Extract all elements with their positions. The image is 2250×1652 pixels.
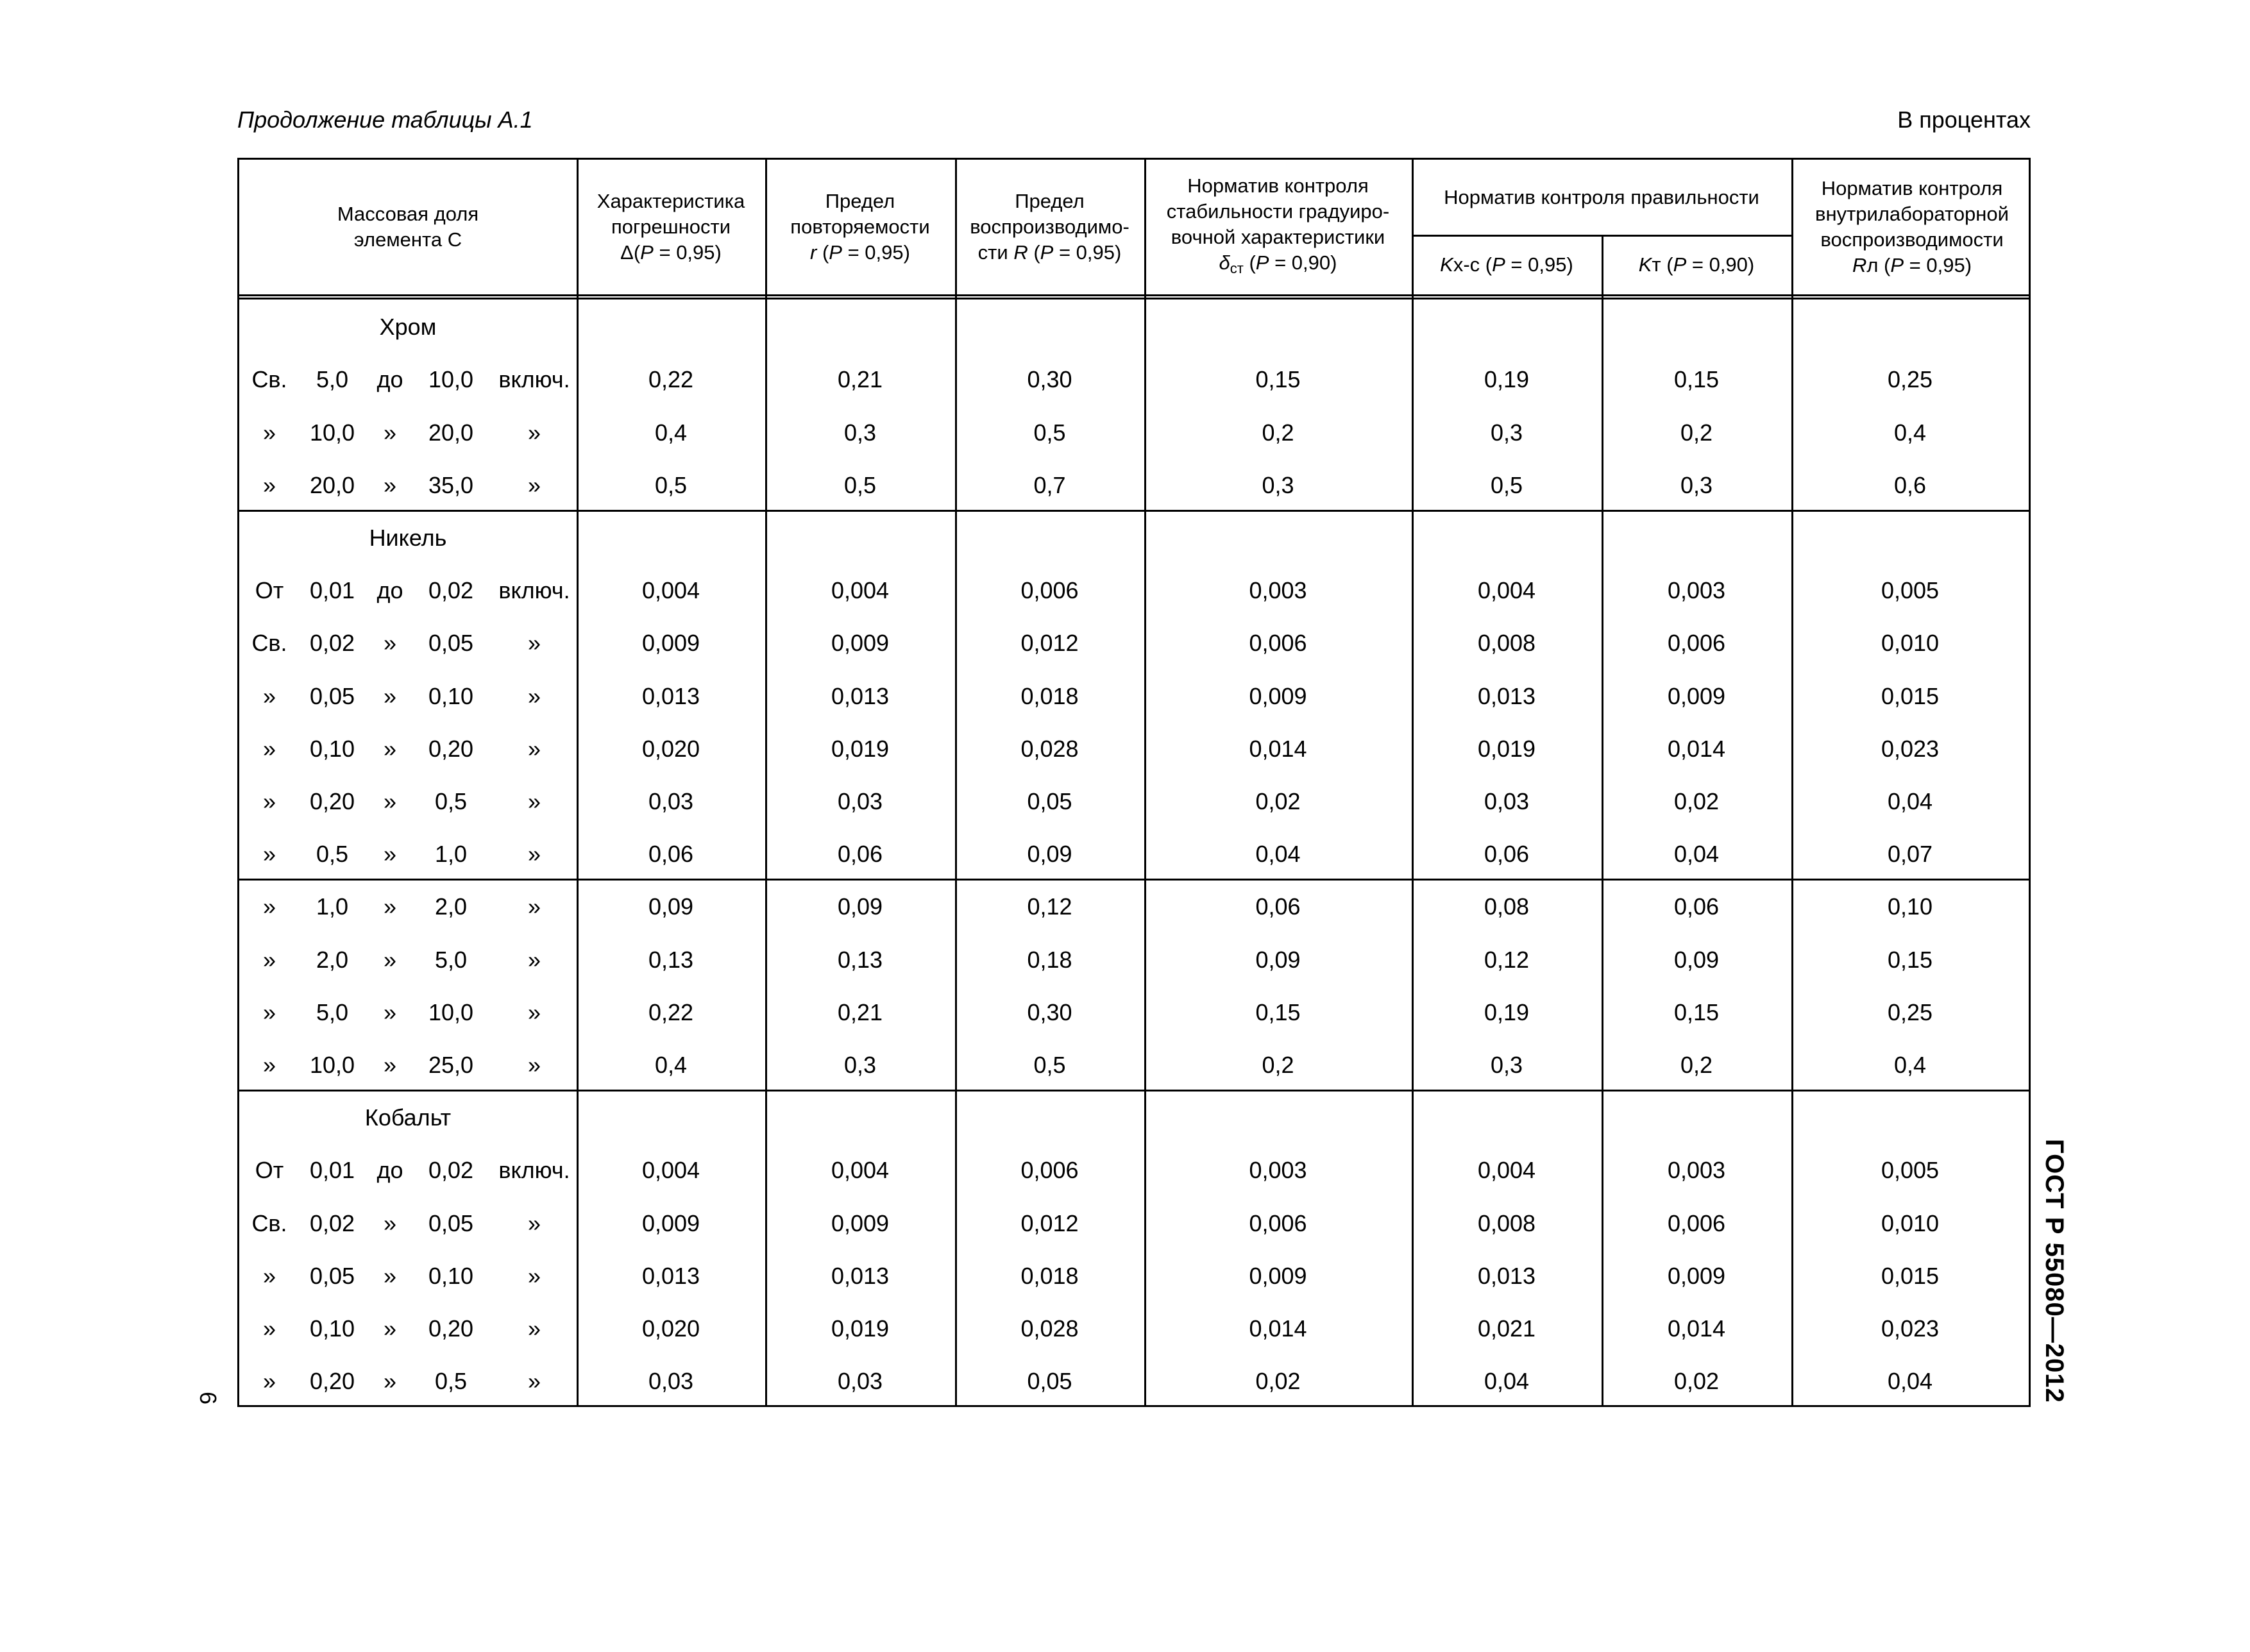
mass-range-part: »: [262, 946, 276, 973]
table-value: 0,014: [1667, 1315, 1726, 1342]
mass-range-part: 0,05: [309, 682, 355, 709]
header-line: r (P = 0,95): [810, 241, 910, 264]
mass-range-part: »: [383, 630, 397, 657]
mass-range-part: »: [262, 1368, 276, 1395]
header-mass-fraction: [239, 160, 577, 294]
table-value: 0,09: [837, 893, 883, 920]
table-value: 0,4: [1893, 1051, 1927, 1078]
mass-range-part: »: [383, 1315, 397, 1342]
mass-range-part: до: [376, 366, 403, 393]
mass-range-part: 5,0: [316, 999, 349, 1025]
mass-range-part: 2,0: [434, 893, 468, 920]
table-value: 0,04: [1887, 788, 1933, 814]
table-value: 0,004: [641, 577, 700, 604]
table-value: 0,004: [1477, 577, 1536, 604]
table-value: 0,06: [1673, 893, 1720, 920]
mass-range-part: »: [383, 471, 397, 498]
mass-range-part: »: [527, 419, 541, 446]
mass-range-part: 0,02: [428, 1157, 474, 1184]
mass-range-part: »: [262, 1315, 276, 1342]
table-value: 0,010: [1881, 1210, 1940, 1236]
table-value: 0,009: [1249, 682, 1307, 709]
mass-range-part: 0,02: [309, 1210, 355, 1236]
table-value: 0,19: [1484, 999, 1530, 1025]
table-value: 0,30: [1027, 999, 1072, 1025]
header-line: Kт (P = 0,90): [1638, 253, 1755, 276]
mass-range-part: 10,0: [309, 1051, 355, 1078]
mass-range-part: 0,10: [428, 682, 474, 709]
table-value: 0,04: [1255, 841, 1301, 868]
table-value: 0,05: [1027, 1368, 1072, 1395]
table-value: 0,012: [1020, 630, 1079, 657]
mass-range-part: »: [527, 788, 541, 814]
table-value: 0,6: [1893, 471, 1927, 498]
table-value: 0,5: [1490, 471, 1523, 498]
table-value: 0,04: [1484, 1368, 1530, 1395]
table-value: 0,04: [1673, 841, 1720, 868]
header-correctness-group: [1412, 160, 1791, 235]
table-value: 0,009: [831, 630, 890, 657]
table-value: 0,02: [1673, 1368, 1720, 1395]
table-value: 0,003: [1249, 577, 1307, 604]
table-value: 0,21: [837, 366, 883, 393]
table-value: 0,3: [843, 1051, 877, 1078]
table-value: 0,18: [1027, 946, 1072, 973]
mass-range-part: »: [262, 471, 276, 498]
table-value: 0,013: [831, 1262, 890, 1289]
table-value: 0,009: [1667, 682, 1726, 709]
table-value: 0,014: [1667, 735, 1726, 762]
table-value: 0,004: [641, 1157, 700, 1184]
mass-range-part: 0,20: [309, 788, 355, 814]
table-value: 0,006: [1249, 630, 1307, 657]
mass-range-part: »: [262, 682, 276, 709]
mass-range-part: 0,10: [309, 1315, 355, 1342]
table-value: 0,15: [1255, 999, 1301, 1025]
header-repeatability-limit: [765, 160, 955, 294]
table-value: 0,009: [831, 1210, 890, 1236]
mass-range-part: Св.: [251, 1210, 287, 1236]
page-number: 6: [195, 1392, 221, 1405]
table-value: 0,003: [1667, 577, 1726, 604]
table-value: 0,22: [648, 366, 694, 393]
table-value: 0,015: [1881, 682, 1940, 709]
table-value: 0,023: [1881, 735, 1940, 762]
mass-range-part: 0,10: [309, 735, 355, 762]
table-value: 0,023: [1881, 1315, 1940, 1342]
table-value: 0,03: [648, 1368, 694, 1395]
table-value: 0,13: [648, 946, 694, 973]
table-value: 0,006: [1020, 1157, 1079, 1184]
table-value: 0,09: [1673, 946, 1720, 973]
mass-range-part: »: [262, 999, 276, 1025]
section-rule: [239, 879, 2029, 881]
mass-range-part: »: [383, 1262, 397, 1289]
mass-range-part: »: [383, 1051, 397, 1078]
mass-range-part: »: [383, 1368, 397, 1395]
mass-range-part: 0,5: [316, 841, 349, 868]
table-value: 0,06: [837, 841, 883, 868]
table-value: 0,013: [1477, 1262, 1536, 1289]
data-table: [237, 158, 2031, 1407]
header-line: Kх-с (P = 0,95): [1440, 253, 1573, 276]
mass-range-part: 10,0: [428, 366, 474, 393]
mass-range-part: до: [376, 1157, 403, 1184]
header-line: повторяемости: [790, 215, 930, 238]
table-value: 0,009: [641, 1210, 700, 1236]
table-value: 0,02: [1673, 788, 1720, 814]
table-value: 0,2: [1262, 1051, 1294, 1078]
table-value: 0,19: [1484, 366, 1530, 393]
table-value: 0,3: [1490, 1051, 1523, 1078]
table-value: 0,25: [1887, 366, 1933, 393]
header-line: Норматив контроля: [1821, 177, 2003, 199]
mass-range-part: 0,05: [309, 1262, 355, 1289]
table-value: 0,010: [1881, 630, 1940, 657]
table-value: 0,5: [1033, 419, 1066, 446]
table-value: 0,07: [1887, 841, 1933, 868]
mass-range-part: Св.: [251, 630, 287, 657]
header-line: Характеристика: [596, 190, 745, 212]
table-value: 0,003: [1249, 1157, 1307, 1184]
table-value: 0,09: [648, 893, 694, 920]
table-value: 0,3: [1490, 419, 1523, 446]
mass-range-part: 1,0: [434, 841, 468, 868]
mass-range-part: 0,5: [434, 788, 468, 814]
table-value: 0,04: [1887, 1368, 1933, 1395]
mass-range-part: 2,0: [316, 946, 349, 973]
mass-range-part: 0,05: [428, 1210, 474, 1236]
table-continuation-caption: Продолжение таблицы А.1: [237, 106, 533, 133]
mass-range-part: 0,20: [428, 1315, 474, 1342]
mass-range-part: до: [376, 577, 403, 604]
mass-range-part: включ.: [498, 366, 570, 393]
mass-range-part: »: [527, 1262, 541, 1289]
table-value: 0,004: [1477, 1157, 1536, 1184]
table-value: 0,009: [1667, 1262, 1726, 1289]
table-value: 0,008: [1477, 1210, 1536, 1236]
header-line: воспроизводимости: [1820, 228, 2004, 251]
table-value: 0,028: [1020, 735, 1079, 762]
table-value: 0,2: [1262, 419, 1294, 446]
table-value: 0,12: [1484, 946, 1530, 973]
mass-range-part: 0,5: [434, 1368, 468, 1395]
header-line: стабильности градуиро-: [1166, 199, 1390, 223]
table-value: 0,5: [1033, 1051, 1066, 1078]
table-value: 0,06: [648, 841, 694, 868]
header-calibration-stability: [1144, 160, 1412, 294]
table-value: 0,013: [641, 1262, 700, 1289]
table-value: 0,019: [831, 1315, 890, 1342]
mass-range-part: »: [527, 1210, 541, 1236]
mass-range-part: »: [527, 946, 541, 973]
header-line: внутрилабораторной: [1815, 203, 2009, 225]
mass-range-part: »: [262, 788, 276, 814]
mass-range-part: »: [262, 735, 276, 762]
table-value: 0,15: [1673, 366, 1720, 393]
table-value: 0,009: [1249, 1262, 1307, 1289]
table-value: 0,15: [1887, 946, 1933, 973]
mass-range-part: »: [527, 630, 541, 657]
table-value: 0,018: [1020, 1262, 1079, 1289]
header-line: воспроизводимо-: [970, 215, 1129, 238]
mass-range-part: От: [255, 1157, 284, 1184]
mass-range-part: 20,0: [428, 419, 474, 446]
table-value: 0,003: [1667, 1157, 1726, 1184]
table-value: 0,06: [1255, 893, 1301, 920]
table-value: 0,3: [843, 419, 877, 446]
mass-range-part: От: [255, 577, 284, 604]
table-value: 0,12: [1027, 893, 1072, 920]
table-value: 0,013: [831, 682, 890, 709]
mass-range-part: »: [262, 1262, 276, 1289]
table-value: 0,012: [1020, 1210, 1079, 1236]
table-value: 0,4: [654, 419, 688, 446]
mass-range-part: 10,0: [428, 999, 474, 1025]
mass-range-part: »: [527, 682, 541, 709]
table-value: 0,2: [1680, 1051, 1713, 1078]
mass-range-part: 25,0: [428, 1051, 474, 1078]
mass-range-part: »: [383, 788, 397, 814]
section-rule: [239, 1090, 2029, 1092]
mass-range-part: 0,02: [428, 577, 474, 604]
mass-range-part: »: [383, 1210, 397, 1236]
table-value: 0,15: [1255, 366, 1301, 393]
header-line: Rл (P = 0,95): [1852, 254, 1972, 276]
table-value: 0,09: [1255, 946, 1301, 973]
table-value: 0,22: [648, 999, 694, 1025]
mass-range-part: »: [262, 893, 276, 920]
header-line: Массовая доля: [337, 203, 479, 225]
mass-range-part: 0,20: [428, 735, 474, 762]
table-value: 0,3: [1680, 471, 1713, 498]
table-value: 0,7: [1033, 471, 1066, 498]
table-value: 0,09: [1027, 841, 1072, 868]
table-value: 0,05: [1027, 788, 1072, 814]
mass-range-part: 0,20: [309, 1368, 355, 1395]
mass-range-part: включ.: [498, 1157, 570, 1184]
header-line: сти R (P = 0,95): [977, 241, 1122, 264]
table-value: 0,013: [1477, 682, 1536, 709]
table-value: 0,3: [1262, 471, 1294, 498]
mass-range-part: 20,0: [309, 471, 355, 498]
table-value: 0,004: [831, 577, 890, 604]
header-reproducibility-limit: [955, 160, 1144, 294]
table-value: 0,25: [1887, 999, 1933, 1025]
table-value: 0,020: [641, 1315, 700, 1342]
header-line: погрешности: [611, 215, 731, 238]
header-line: Δ(P = 0,95): [620, 241, 722, 264]
mass-range-part: »: [383, 999, 397, 1025]
mass-range-part: »: [262, 419, 276, 446]
table-value: 0,4: [1893, 419, 1927, 446]
header-line: Предел: [825, 190, 895, 212]
mass-range-part: 5,0: [316, 366, 349, 393]
table-value: 0,019: [831, 735, 890, 762]
header-intralab-reproducibility: [1791, 160, 2033, 294]
mass-range-part: »: [527, 1315, 541, 1342]
standard-designation: ГОСТ Р 55080—2012: [2040, 1139, 2068, 1403]
mass-range-part: »: [527, 735, 541, 762]
table-value: 0,08: [1484, 893, 1530, 920]
table-value: 0,013: [641, 682, 700, 709]
header-error-characteristic: [577, 160, 765, 294]
mass-range-part: »: [527, 1051, 541, 1078]
units-caption: В процентах: [1897, 106, 2031, 133]
table-value: 0,020: [641, 735, 700, 762]
table-value: 0,018: [1020, 682, 1079, 709]
table-value: 0,008: [1477, 630, 1536, 657]
mass-range-part: »: [527, 893, 541, 920]
section-title: Кобальт: [364, 1104, 452, 1131]
table-value: 0,021: [1477, 1315, 1536, 1342]
table-value: 0,014: [1249, 735, 1307, 762]
table-value: 0,006: [1249, 1210, 1307, 1236]
table-value: 0,005: [1881, 577, 1940, 604]
table-value: 0,009: [641, 630, 700, 657]
table-value: 0,014: [1249, 1315, 1307, 1342]
mass-range-part: включ.: [498, 577, 570, 604]
table-value: 0,005: [1881, 1157, 1940, 1184]
header-line: Норматив контроля: [1187, 174, 1369, 197]
mass-range-part: »: [383, 682, 397, 709]
mass-range-part: »: [383, 841, 397, 868]
table-value: 0,015: [1881, 1262, 1940, 1289]
table-value: 0,4: [654, 1051, 688, 1078]
mass-range-part: »: [262, 1051, 276, 1078]
table-value: 0,10: [1887, 893, 1933, 920]
mass-range-part: 35,0: [428, 471, 474, 498]
mass-range-part: »: [527, 841, 541, 868]
section-rule: [239, 510, 2029, 512]
mass-range-part: 0,05: [428, 630, 474, 657]
table-value: 0,13: [837, 946, 883, 973]
mass-range-part: »: [262, 841, 276, 868]
mass-range-part: »: [527, 999, 541, 1025]
mass-range-part: 0,01: [309, 577, 355, 604]
table-value: 0,03: [648, 788, 694, 814]
table-value: 0,03: [837, 1368, 883, 1395]
table-value: 0,02: [1255, 788, 1301, 814]
mass-range-part: 10,0: [309, 419, 355, 446]
table-value: 0,004: [831, 1157, 890, 1184]
table-value: 0,06: [1484, 841, 1530, 868]
mass-range-part: 0,02: [309, 630, 355, 657]
table-value: 0,5: [843, 471, 877, 498]
header-line: Предел: [1015, 190, 1085, 212]
mass-range-part: »: [383, 419, 397, 446]
table-value: 0,02: [1255, 1368, 1301, 1395]
header-k-xc: [1412, 235, 1602, 294]
mass-range-part: 5,0: [434, 946, 468, 973]
table-value: 0,5: [654, 471, 688, 498]
mass-range-part: »: [527, 1368, 541, 1395]
section-title: Никель: [369, 524, 447, 551]
header-k-t: [1602, 235, 1791, 294]
section-title: Хром: [379, 314, 437, 341]
mass-range-part: »: [383, 946, 397, 973]
header-line: вочной характеристики: [1171, 225, 1385, 248]
header-line: элемента C: [353, 228, 462, 251]
table-value: 0,03: [1484, 788, 1530, 814]
mass-range-part: »: [383, 735, 397, 762]
mass-range-part: 0,10: [428, 1262, 474, 1289]
table-value: 0,019: [1477, 735, 1536, 762]
table-value: 0,2: [1680, 419, 1713, 446]
header-line: $\delta_{ст}$ (P = 0,90): [1219, 251, 1337, 276]
table-value: 0,30: [1027, 366, 1072, 393]
table-value: 0,006: [1667, 1210, 1726, 1236]
table-value: 0,006: [1020, 577, 1079, 604]
mass-range-part: 1,0: [316, 893, 349, 920]
table-value: 0,006: [1667, 630, 1726, 657]
table-value: 0,15: [1673, 999, 1720, 1025]
mass-range-part: »: [527, 471, 541, 498]
mass-range-part: 0,01: [309, 1157, 355, 1184]
mass-range-part: »: [383, 893, 397, 920]
table-value: 0,21: [837, 999, 883, 1025]
table-value: 0,03: [837, 788, 883, 814]
table-value: 0,028: [1020, 1315, 1079, 1342]
header-double-rule: [239, 294, 2029, 299]
mass-range-part: Св.: [251, 366, 287, 393]
header-line: Норматив контроля правильности: [1444, 185, 1759, 208]
